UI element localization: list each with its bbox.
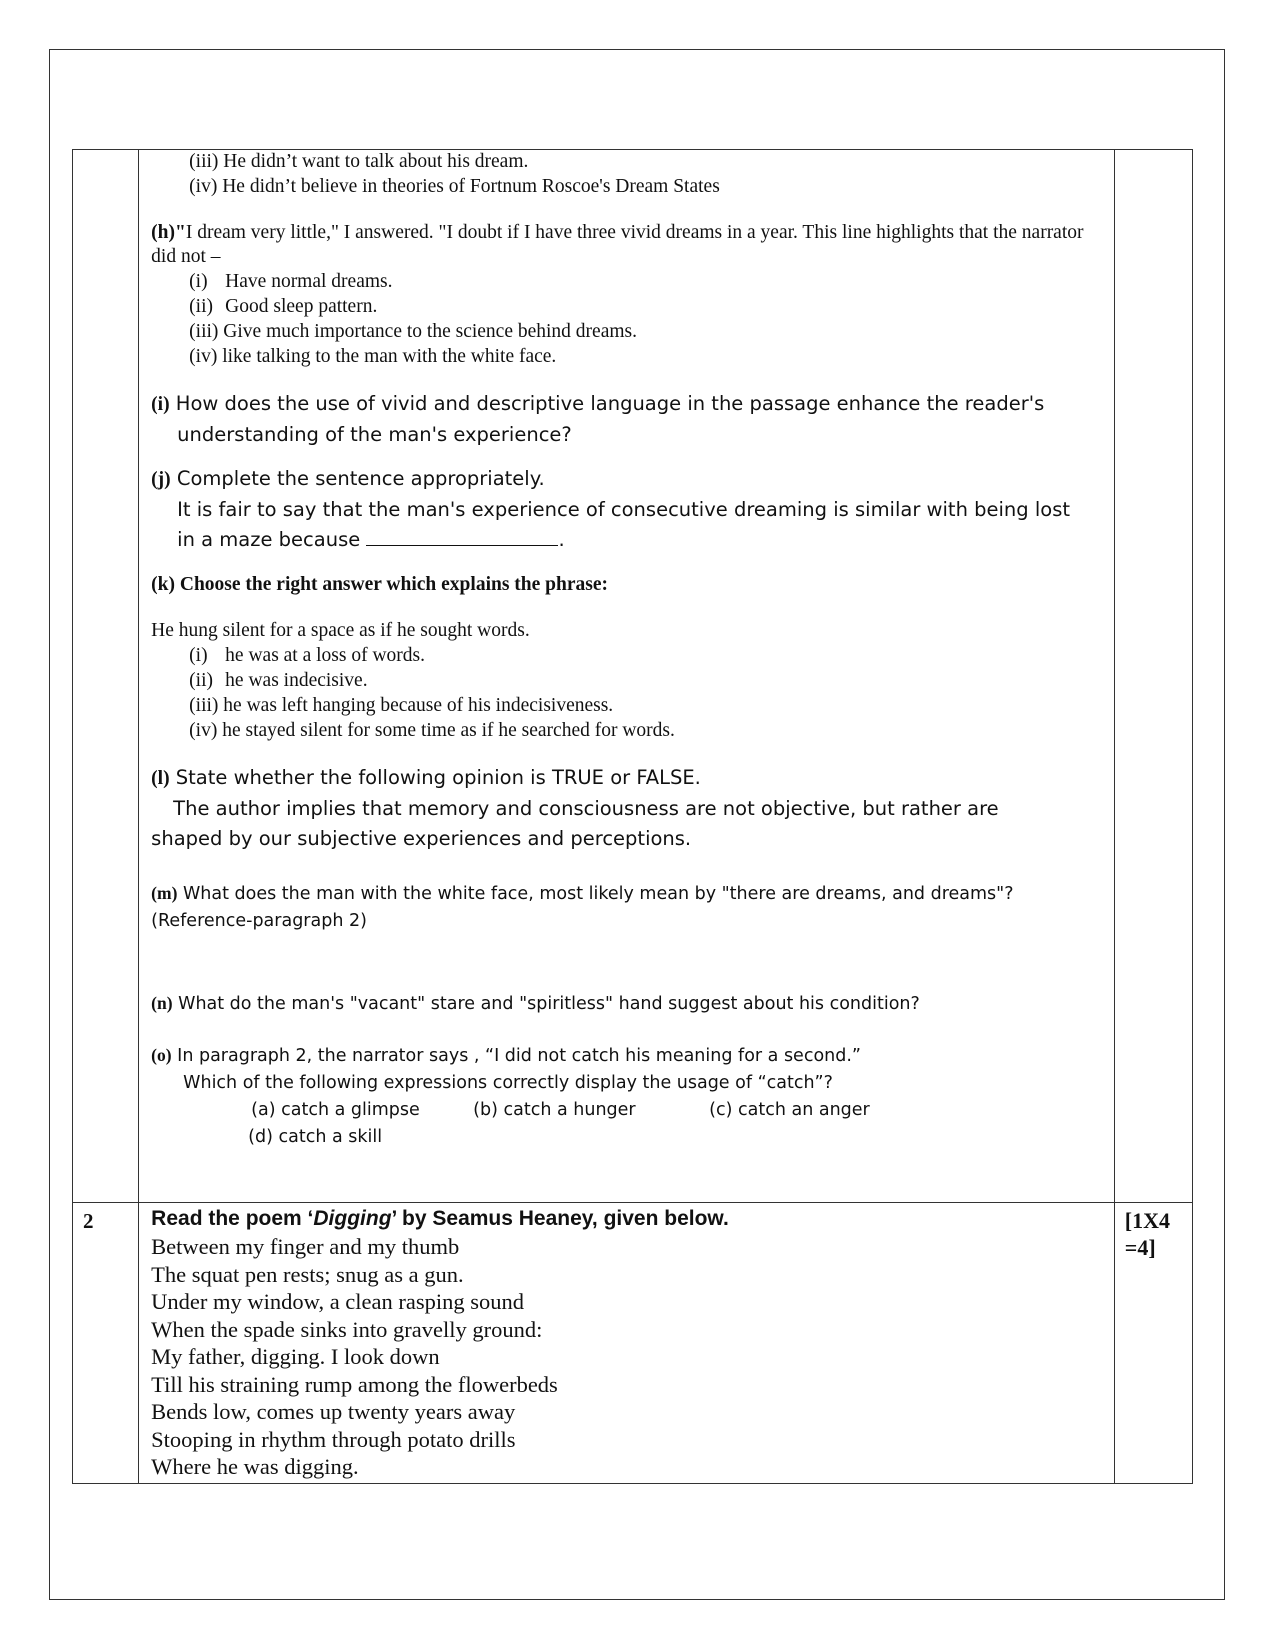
question-k-phrase: He hung silent for a space as if he sought words. <box>151 620 530 641</box>
question-k-heading: (k) Choose the right answer which explains the phrase: <box>151 574 608 595</box>
option-iv-prev: (iv) He didn’t believe in theories of Fortnum Roscoe's Dream States <box>189 176 720 197</box>
question-l-line3: shaped by our subjective experiences and perceptions. <box>151 827 692 850</box>
question-k-option: (iii) he was left hanging because of his indecisiveness. <box>189 695 614 716</box>
question-k-option: (i) he was at a loss of words. <box>189 645 426 666</box>
option-iii-prev: (iii) He didn’t want to talk about his dream. <box>189 151 529 172</box>
poem-line: My father, digging. I look down <box>151 1344 440 1369</box>
question-2-row <box>73 1203 1193 1484</box>
question-h-option: (i) Have normal dreams. <box>189 271 393 292</box>
question-o-options-row2 <box>151 1124 1102 1151</box>
question-2-marks-cell <box>1114 1203 1192 1484</box>
question-2-marks: [1X4 =4] <box>1124 1208 1170 1260</box>
question-h-option: (ii) Good sleep pattern. <box>189 296 378 317</box>
poem-heading: Read the poem ‘Digging’ by Seamus Heaney, given below. <box>151 1207 729 1230</box>
question-m-line2: (Reference-paragraph 2) <box>151 911 367 931</box>
question-o-options-row <box>151 1097 1102 1124</box>
question-n: (n) What do the man's "vacant" stare and "spiritless" hand suggest about his condition? <box>151 993 920 1014</box>
question-o-line2: Which of the following expressions correctly display the usage of “catch”? <box>183 1073 833 1093</box>
option-b: (b) catch a hunger <box>473 1100 636 1120</box>
poem-line: Between my finger and my thumb <box>151 1234 460 1259</box>
question-i-line2: understanding of the man's experience? <box>177 423 572 446</box>
question-h: (h)"I dream very little," I answered. "I doubt if I have three vivid dreams in a year. This line highlights that the narrator did not – <box>151 222 1084 267</box>
question-2-body-cell <box>139 1203 1115 1484</box>
question-table <box>72 149 1193 1484</box>
option-d: (d) catch a skill <box>248 1127 383 1147</box>
question-k-option: (ii) he was indecisive. <box>189 670 368 691</box>
poem-line: When the spade sinks into gravelly ground: <box>151 1316 543 1342</box>
question-2-number: 2 <box>83 1209 94 1233</box>
answer-blank <box>366 527 558 546</box>
question-k-option: (iv) he stayed silent for some time as if he searched for words. <box>189 720 675 741</box>
poem-line: The squat pen rests; snug as a gun. <box>151 1261 464 1287</box>
question-h-option: (iv) like talking to the man with the white face. <box>189 346 557 367</box>
question-j-line3: in a maze because . <box>177 528 565 551</box>
poem-line: Till his straining rump among the flowerbeds <box>151 1371 558 1397</box>
question-2-number-cell <box>73 1203 139 1484</box>
poem-title: Digging <box>313 1207 392 1230</box>
option-a: (a) catch a glimpse <box>251 1100 420 1120</box>
question-1-body-cell <box>139 150 1115 1203</box>
question-o: (o) In paragraph 2, the narrator says , “I did not catch his meaning for a second.” <box>151 1045 861 1066</box>
question-j-line2: It is fair to say that the man's experience of consecutive dreaming is similar with being lost <box>177 498 1071 521</box>
question-1-number-cell <box>73 150 139 1203</box>
question-i: (i) How does the use of vivid and descriptive language in the passage enhance the reader's <box>151 392 1045 415</box>
question-m: (m) What does the man with the white face, most likely mean by "there are dreams, and dreams"? <box>151 883 1014 904</box>
option-c: (c) catch an anger <box>709 1100 870 1120</box>
poem-line: Where he was digging. <box>151 1454 359 1479</box>
poem-line: Stooping in rhythm through potato drills <box>151 1426 516 1452</box>
question-1-row <box>73 150 1193 1203</box>
poem-line: Bends low, comes up twenty years away <box>151 1399 516 1424</box>
question-l: (l) State whether the following opinion is TRUE or FALSE. <box>151 766 701 789</box>
question-1-marks-cell <box>1114 150 1192 1203</box>
poem-line: Under my window, a clean rasping sound <box>151 1289 525 1314</box>
question-l-line2: The author implies that memory and consciousness are not objective, but rather are <box>173 797 999 820</box>
question-j: (j) Complete the sentence appropriately. <box>151 467 545 490</box>
question-h-option: (iii) Give much importance to the science behind dreams. <box>189 321 637 342</box>
